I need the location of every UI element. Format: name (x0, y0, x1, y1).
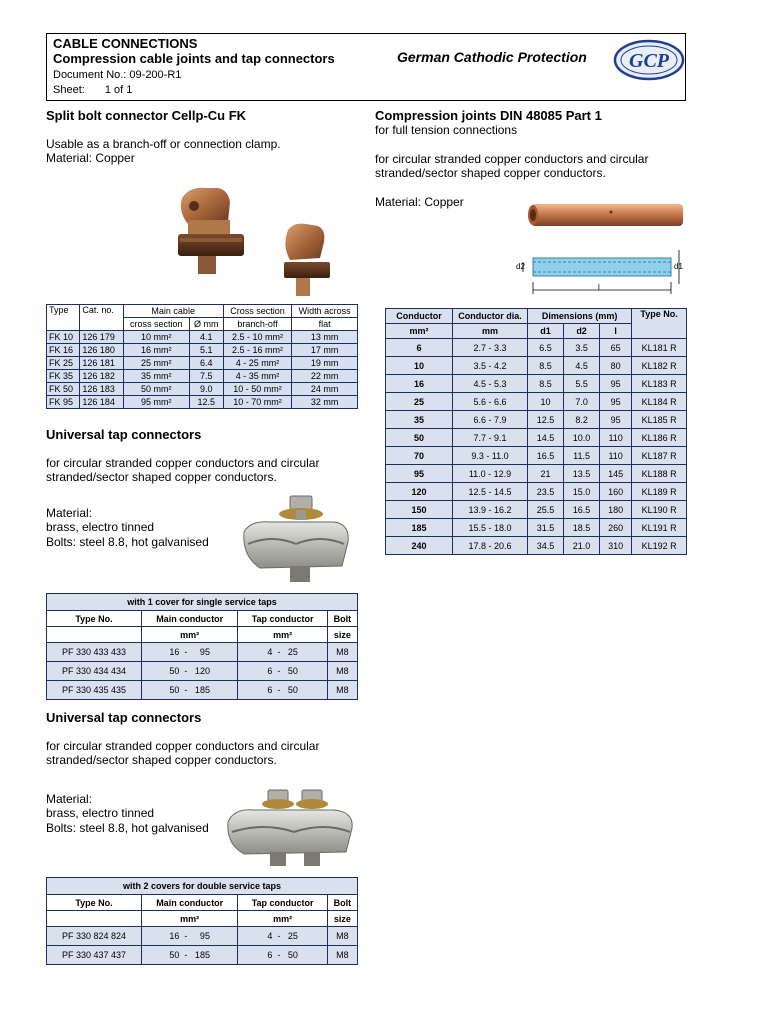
col-header: d1 (528, 324, 564, 339)
col-header: cross section (123, 318, 189, 331)
tap2-material-label: Material: (46, 792, 93, 806)
col-header: flat (292, 318, 358, 331)
tap1-desc-line2: stranded/sector shaped copper conductors. (46, 470, 277, 484)
col-header: Type (47, 305, 80, 331)
col-header: Conductor (386, 309, 453, 324)
col-header: Main conductor (142, 611, 238, 627)
table-row: 35 6.6 - 7.9 12.5 8.2 95 KL185 R (386, 411, 687, 429)
table-row: 6 2.7 - 3.3 6.5 3.5 65 KL181 R (386, 339, 687, 357)
col-header: Type No. (632, 309, 687, 339)
tap2-bolts: Bolts: steel 8.8, hot galvanised (46, 821, 209, 835)
header-title: CABLE CONNECTIONS (53, 36, 198, 51)
table-row: 240 17.8 - 20.6 34.5 21.0 310 KL192 R (386, 537, 687, 555)
table-row: FK 16 126 180 16 mm² 5.1 2.5 - 16 mm² 17 mm (47, 344, 358, 357)
tap2-desc-line2: stranded/sector shaped copper conductors. (46, 753, 277, 767)
compression-desc-line1: for circular stranded copper conductors and circular (375, 152, 649, 166)
sleeve-dimension-diagram (513, 244, 687, 296)
table-row: 10 3.5 - 4.2 8.5 4.5 80 KL182 R (386, 357, 687, 375)
tap2-desc-line1: for circular stranded copper conductors and circular (46, 739, 320, 753)
col-unit: mm² (386, 324, 453, 339)
double-tap-table (46, 877, 358, 965)
dim-label-d2: d2 (516, 262, 525, 271)
table-row: 25 5.6 - 6.6 10 7.0 95 KL184 R (386, 393, 687, 411)
compression-joint-table (385, 308, 687, 555)
table-row: FK 95 126 184 95 mm² 12.5 10 - 70 mm² 32 mm (47, 396, 358, 409)
split-bolt-desc: Usable as a branch-off or connection clamp. (46, 137, 281, 151)
table-row: 50 7.7 - 9.1 14.5 10.0 110 KL186 R (386, 429, 687, 447)
col-unit: size (327, 911, 357, 927)
col-header: Tap conductor (238, 895, 327, 911)
col-header: Cross section (223, 305, 292, 318)
tap2-material: brass, electro tinned (46, 806, 155, 820)
tap2-title: Universal tap connectors (46, 710, 202, 725)
col-unit: mm (453, 324, 528, 339)
compression-desc-line2: stranded/sector shaped copper conductors. (375, 166, 606, 180)
col-header: Type No. (47, 895, 142, 911)
table-row: 120 12.5 - 14.5 23.5 15.0 160 KL189 R (386, 483, 687, 501)
split-bolt-table (46, 304, 358, 409)
col-header: Bolt (327, 895, 357, 911)
tap1-material: brass, electro tinned (46, 520, 155, 534)
table-row: 150 13.9 - 16.2 25.5 16.5 180 KL190 R (386, 501, 687, 519)
table-row: FK 10 126 179 10 mm² 4.1 2.5 - 10 mm² 13 mm (47, 331, 358, 344)
compression-subtitle: for full tension connections (375, 123, 518, 137)
company-name: German Cathodic Protection (397, 49, 587, 65)
compression-material: Material: Copper (375, 195, 464, 209)
col-header: Tap conductor (238, 611, 327, 627)
table-caption: with 2 covers for double service taps (47, 878, 358, 895)
table-row: 185 15.5 - 18.0 31.5 18.5 260 KL191 R (386, 519, 687, 537)
col-header: Type No. (47, 611, 142, 627)
table-row: 70 9.3 - 11.0 16.5 11.5 110 KL187 R (386, 447, 687, 465)
col-header: Width across (292, 305, 358, 318)
single-tap-table (46, 593, 358, 700)
table-row: PF 330 434 434 50 - 120 6 - 50 M8 (47, 662, 358, 681)
table-row: PF 330 437 437 50 - 185 6 - 50 M8 (47, 946, 358, 965)
col-header: branch-off (223, 318, 292, 331)
col-header: Dimensions (mm) (528, 309, 632, 324)
tap1-desc-line1: for circular stranded copper conductors and circular (46, 456, 320, 470)
col-unit: mm² (238, 911, 327, 927)
col-header: Main cable (123, 305, 223, 318)
table-caption: with 1 cover for single service taps (47, 594, 358, 611)
col-header: d2 (564, 324, 600, 339)
table-row: PF 330 824 824 16 - 95 4 - 25 M8 (47, 927, 358, 946)
single-tap-connector-image (238, 492, 354, 588)
table-row: PF 330 433 433 16 - 95 4 - 25 M8 (47, 643, 358, 662)
tap1-material-label: Material: (46, 506, 93, 520)
dim-label-d1: d1 (674, 262, 683, 271)
split-bolt-material: Material: Copper (46, 151, 135, 165)
double-tap-connector-image (224, 786, 358, 870)
col-header: Conductor dia. (453, 309, 528, 324)
table-row: FK 25 126 181 25 mm² 6.4 4 - 25 mm² 19 mm (47, 357, 358, 370)
table-row: 95 11.0 - 12.9 21 13.5 145 KL188 R (386, 465, 687, 483)
sheet-info: Sheet: 1 of 1 (53, 84, 133, 96)
col-header: l (600, 324, 632, 339)
document-number: Document No.: 09-200-R1 (53, 69, 182, 81)
copper-sleeve-image (525, 200, 687, 230)
dim-label-l: l (598, 283, 600, 292)
col-header: Main conductor (142, 895, 238, 911)
col-header: Bolt (327, 611, 357, 627)
col-unit: mm² (142, 627, 238, 643)
split-bolt-connector-image (170, 182, 345, 300)
table-row: PF 330 435 435 50 - 185 6 - 50 M8 (47, 681, 358, 700)
header-subtitle: Compression cable joints and tap connectors (53, 51, 335, 66)
tap1-title: Universal tap connectors (46, 427, 202, 442)
document-header (46, 33, 686, 101)
col-unit: size (327, 627, 357, 643)
col-unit: mm² (142, 911, 238, 927)
table-row: FK 35 126 182 35 mm² 7.5 4 - 35 mm² 22 mm (47, 370, 358, 383)
split-bolt-title: Split bolt connector Cellp-Cu FK (46, 108, 247, 123)
gcp-logo (613, 39, 685, 81)
col-unit: mm² (238, 627, 327, 643)
table-row: FK 50 126 183 50 mm² 9.0 10 - 50 mm² 24 mm (47, 383, 358, 396)
tap1-bolts: Bolts: steel 8.8, hot galvanised (46, 535, 209, 549)
col-header: Ø mm (189, 318, 223, 331)
compression-title: Compression joints DIN 48085 Part 1 (375, 108, 602, 123)
svg-text:GCP: GCP (629, 50, 669, 72)
col-header: Cat. no. (80, 305, 123, 331)
table-row: 16 4.5 - 5.3 8.5 5.5 95 KL183 R (386, 375, 687, 393)
